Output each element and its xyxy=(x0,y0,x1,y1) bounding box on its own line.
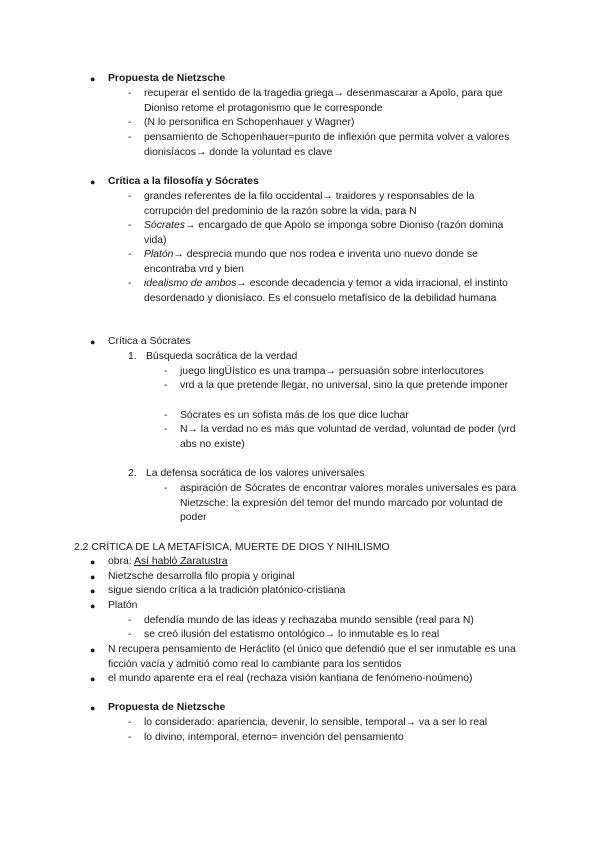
section-title: Propuesta de Nietzsche xyxy=(108,73,226,84)
bullet-icon: ● xyxy=(90,645,96,655)
book-title: Así habló Zaratustra xyxy=(134,556,228,567)
dash-text: N→ la verdad no es más que voluntad de verdad, voluntad de poder (vrd abs no existe) xyxy=(180,424,516,450)
dash-icon: - xyxy=(164,424,168,435)
bullet-icon: ● xyxy=(90,572,96,582)
dash-icon: - xyxy=(128,249,132,260)
bullet-text: el mundo aparente era el real (rechaza visión kantiana de fenómeno-noúmeno) xyxy=(108,673,473,684)
item-number: 1. xyxy=(128,351,137,362)
dash-icon: - xyxy=(164,366,168,377)
dash-icon: - xyxy=(128,717,132,728)
dash-icon: - xyxy=(128,220,132,231)
dash-icon: - xyxy=(128,615,132,626)
bullet-icon: ● xyxy=(90,586,96,596)
section-title: Crítica a Sócrates xyxy=(108,336,191,347)
dash-text xyxy=(144,219,514,248)
dash-text-rest: → encargado de que Apolo se imponga sobre Dioniso (razón domina vida) xyxy=(144,220,504,246)
italic-term: Sócrates xyxy=(144,220,186,231)
dash-text-rest: → esconde decadencia y temor a vida irracional, el instinto desordenado y dionisíaco. Es el consuelo metafísico de la debilidad humana xyxy=(144,278,508,304)
dash-text: (N lo personifica en Schopenhauer y Wagner) xyxy=(144,117,355,128)
dash-text: vrd a la que pretende llegar, no universal, sino la que pretende imponer xyxy=(180,380,509,391)
section-title: Propuesta de Nietzsche xyxy=(108,702,226,713)
dash-icon: - xyxy=(128,117,132,128)
dash-text xyxy=(144,248,514,277)
dash-icon: - xyxy=(164,380,168,391)
bullet-icon: ● xyxy=(90,601,96,611)
dash-text-rest: → desprecia mundo que nos rodea e inventa uno nuevo donde se encontraba vrd y bien xyxy=(144,249,478,275)
bullet-icon: ● xyxy=(90,674,96,684)
dash-icon: - xyxy=(128,132,132,143)
bullet-icon: ● xyxy=(90,703,96,713)
dash-icon: - xyxy=(128,88,132,99)
dash-text: aspiración de Sócrates de encontrar valores morales universales es para Nietzsche: la expresión del temor del mundo marcado por voluntad de poder xyxy=(180,483,517,524)
bullet-text: N recupera pensamiento de Heráclito (el único que defendió que el ser inmutable es una ficción vacía y admitió como real lo cambiante para los sentidos xyxy=(108,644,516,670)
dash-text: grandes referentes de la filo occidental→ traidores y responsables de la corrupción del predominio de la razón sobre la vida, para N xyxy=(144,191,475,217)
numbered-label: Búsqueda socrática de la verdad xyxy=(146,351,298,362)
dash-icon: - xyxy=(128,732,132,743)
numbered-label: La defensa socrática de los valores universales xyxy=(146,468,365,479)
dash-icon: - xyxy=(164,483,168,494)
dash-text: juego lingÜístico es una trampa→ persuasión sobre interlocutores xyxy=(180,366,484,377)
dash-text xyxy=(144,277,514,306)
italic-term: idealismo de ambos xyxy=(144,278,237,289)
italic-term: Platón xyxy=(144,249,174,260)
dash-text: recuperar el sentido de la tragedia griega→ desenmascarar a Apolo, para que Dioniso retome el protagonismo que le corresponde xyxy=(144,88,503,114)
bullet-icon: ● xyxy=(90,74,96,84)
dash-icon: - xyxy=(164,410,168,421)
dash-text: lo divino, intemporal, eterno= invención del pensamiento xyxy=(144,732,404,743)
dash-text: lo considerado: apariencia, devenir, lo sensible, temporal→ va a ser lo real xyxy=(144,717,488,728)
bullet-icon: ● xyxy=(90,557,96,567)
dash-text: pensamiento de Schopenhauer=punto de inflexión que permita volver a valores dionisíacos→ donde la voluntad es clave xyxy=(144,132,510,158)
section-heading: 2.2 CRÍTICA DE LA METAFÍSICA, MUERTE DE DIOS Y NIHILISMO xyxy=(74,542,390,553)
dash-text: Sócrates es un sofista más de los que dice luchar xyxy=(180,410,409,421)
item-number: 2. xyxy=(128,468,137,479)
bullet-icon: ● xyxy=(90,337,96,347)
bullet-text: sigue siendo crítica a la tradición platónico-cristiana xyxy=(108,585,346,596)
dash-text: defendía mundo de las ideas y rechazaba mundo sensible (real para N) xyxy=(144,615,474,626)
bullet-text xyxy=(108,555,528,570)
dash-icon: - xyxy=(128,278,132,289)
bullet-icon: ● xyxy=(90,177,96,187)
bullet-text: Platón xyxy=(108,600,138,611)
obra-prefix: obra: xyxy=(108,556,134,567)
section-title: Crítica a la filosofía y Sócrates xyxy=(108,176,259,187)
dash-icon: - xyxy=(128,191,132,202)
dash-icon: - xyxy=(128,629,132,640)
bullet-text: Nietzsche desarrolla filo propia y original xyxy=(108,571,295,582)
dash-text: se creó ilusión del estatismo ontológico→ lo inmutable es lo real xyxy=(144,629,440,640)
